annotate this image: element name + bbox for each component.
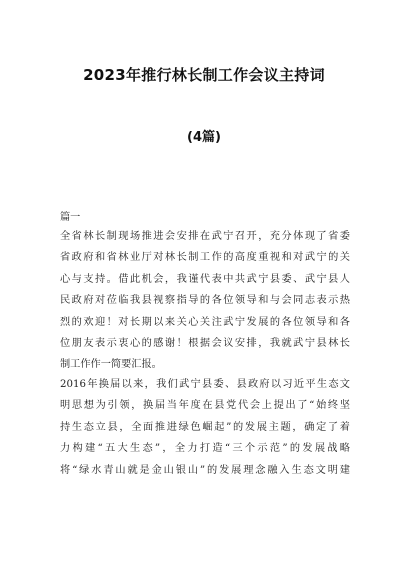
paragraph-line: 省政府和省林业厅对林长制工作的高度重视和对武宁的关 [60, 252, 350, 264]
paragraph-line: 全省林长制现场推进会安排在武宁召开，充分体现了省委 [60, 231, 350, 242]
paragraph-line: 制工作作一简要汇报。 [60, 359, 162, 371]
paragraph-line: 位朋友表示衷心的感谢！根据会议安排，我就武宁县林长 [60, 337, 350, 349]
paragraph-line: 民政府对莅临我县视察指导的各位领导和与会同志表示热 [60, 295, 350, 307]
paragraph-line: 烈的欢迎！对长期以来关心关注武宁发展的各位领导和各 [60, 316, 350, 328]
paragraph-2 [60, 374, 350, 481]
paragraph-line: 持生态立县，全面推进绿色崛起”的发展主题，确定了着 [60, 421, 350, 433]
paragraph-line: 力构建“五大生态”，全力打造“三个示范”的发展战略 [60, 443, 350, 455]
paragraph-line: 明思想为引领，换届当年度在县党代会上提出了“始终坚 [60, 400, 350, 412]
paragraph-line: 2016年换届以来，我们武宁县委、县政府以习近平生态文 [60, 379, 350, 390]
paragraph-1 [60, 226, 350, 376]
document-title: 2023年推行林长制工作会议主持词 [83, 66, 325, 84]
paragraph-line: 心与支持。借此机会，我谨代表中共武宁县委、武宁县人 [60, 273, 350, 285]
section-label: 篇一 [60, 212, 81, 223]
paragraph-line: 将“绿水青山就是金山银山”的发展理念融入生态文明建 [60, 464, 350, 476]
document-subtitle: (4篇) [187, 130, 221, 145]
